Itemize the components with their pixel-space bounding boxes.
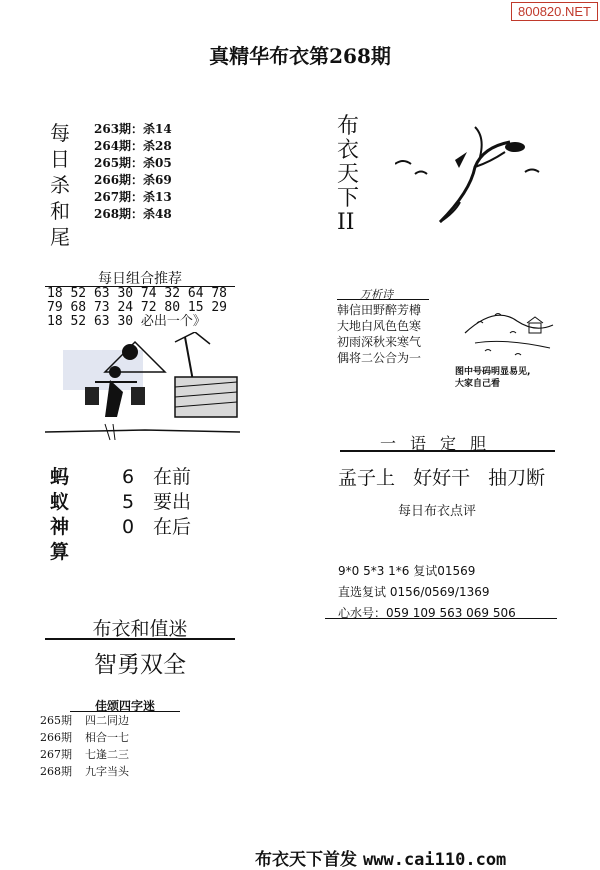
- four-char-row: [40, 712, 129, 729]
- watermark-badge: 800820.NET: [511, 2, 598, 21]
- sum-riddle-answer: 智勇双全: [94, 652, 186, 678]
- four-char-period: 265期: [40, 714, 72, 727]
- footer: [255, 845, 506, 870]
- poem-title: 万析诗: [360, 288, 393, 301]
- cloth-title-char: II: [337, 210, 355, 235]
- cloth-title-char: 布: [337, 114, 360, 139]
- ant-oracle-digits: [122, 465, 134, 540]
- kill-row: 265期：杀05: [94, 156, 172, 170]
- poem-line: 偶将二公合为一: [337, 351, 422, 365]
- picks-block: [338, 561, 516, 624]
- combo-number-rows: [47, 287, 227, 329]
- ant-digit: 5: [122, 491, 135, 513]
- motto-phrases: [338, 463, 557, 490]
- daily-kill-char: 尾: [50, 225, 70, 249]
- poem-lines: [337, 302, 421, 366]
- kill-row: 266期：杀69: [94, 173, 172, 187]
- motto-title: 一语定胆: [380, 434, 501, 453]
- poem-divider: [337, 299, 429, 300]
- motto-divider: [340, 450, 555, 452]
- ant-digit: 0: [122, 516, 135, 538]
- daily-kill-label: [50, 120, 78, 250]
- cloth-title-char: 衣: [337, 138, 360, 163]
- poem-line: 大地白风色色寒: [337, 319, 422, 333]
- ant-word: 在前: [153, 466, 192, 488]
- ant-label-char: 神: [50, 516, 70, 538]
- daily-kill-char: 杀: [50, 173, 70, 197]
- caption-line: 大家自己看: [455, 379, 501, 389]
- page-title: 真精华布衣第268期: [209, 44, 391, 68]
- daily-kill-char: 和: [50, 199, 70, 223]
- four-char-row: [40, 746, 129, 763]
- four-char-text: 四二同边: [85, 714, 129, 727]
- footer-url[interactable]: www.cai110.com: [363, 850, 507, 870]
- picks-divider: [325, 618, 557, 619]
- caption-line: 图中号码明显易见,: [455, 367, 531, 377]
- combo-row: 18 52 63 30 必出一个》: [47, 314, 206, 329]
- motto-phrase: 孟子上: [338, 467, 396, 489]
- farmer-illustration: [45, 332, 240, 442]
- combo-title: 每日组合推荐: [98, 271, 182, 287]
- ant-label-char: 算: [50, 541, 70, 563]
- picks-line: 心水号：059 109 563 069 506: [338, 606, 516, 620]
- picks-line: 9*0 5*3 1*6 复试01569: [338, 564, 476, 578]
- ant-word: 要出: [153, 491, 192, 513]
- four-char-text: 七逢二三: [85, 748, 129, 761]
- poem-line: 韩信田野醉芳樽: [337, 303, 422, 317]
- ant-oracle-words: [153, 465, 191, 540]
- cloth-title-char: 天: [337, 162, 360, 187]
- ant-label-char: 蚁: [50, 491, 70, 513]
- four-char-period: 266期: [40, 731, 72, 744]
- motto-phrase: 抽刀断: [488, 467, 546, 489]
- poem-line: 初雨深秋来寒气: [337, 335, 422, 349]
- four-char-row: [40, 729, 129, 746]
- daily-kill-list: [94, 121, 172, 223]
- image-caption: [455, 366, 530, 390]
- cloth-world-title: [337, 115, 359, 235]
- branch-bird-illustration: [395, 122, 560, 227]
- sum-riddle-divider: [45, 638, 235, 640]
- kill-row: 263期：杀14: [94, 122, 172, 136]
- four-char-period: 268期: [40, 765, 72, 778]
- cloth-title-char: 下: [337, 186, 360, 211]
- four-char-period: 267期: [40, 748, 72, 761]
- kill-row: 268期：杀48: [94, 207, 172, 221]
- kill-row: 264期：杀28: [94, 139, 172, 153]
- four-char-row: [40, 763, 129, 780]
- picks-line: 直选复试 0156/0569/1369: [338, 585, 490, 599]
- daily-kill-char: 日: [50, 147, 70, 171]
- ant-label-char: 蚂: [50, 466, 70, 488]
- four-char-text: 九字当头: [85, 765, 129, 778]
- ant-digit: 6: [122, 466, 135, 488]
- combo-row: 18 52 63 30 74 32 64 78: [47, 286, 228, 301]
- ant-oracle-label: [50, 465, 69, 565]
- footer-site-name: 布衣天下首发: [255, 850, 357, 870]
- kill-row: 267期：杀13: [94, 190, 172, 204]
- landscape-illustration: [455, 293, 555, 365]
- daily-comment-label: 每日布衣点评: [398, 504, 477, 519]
- daily-kill-char: 每: [50, 121, 70, 145]
- four-char-riddle-title: 佳颂四字迷: [94, 699, 155, 713]
- four-char-text: 相合一七: [85, 731, 129, 744]
- motto-phrase: 好好干: [413, 467, 471, 489]
- combo-row: 79 68 73 24 72 80 15 29: [47, 300, 228, 315]
- sum-riddle-title: 布衣和值迷: [92, 618, 188, 640]
- ant-word: 在后: [153, 516, 192, 538]
- four-char-riddle-list: [40, 712, 129, 780]
